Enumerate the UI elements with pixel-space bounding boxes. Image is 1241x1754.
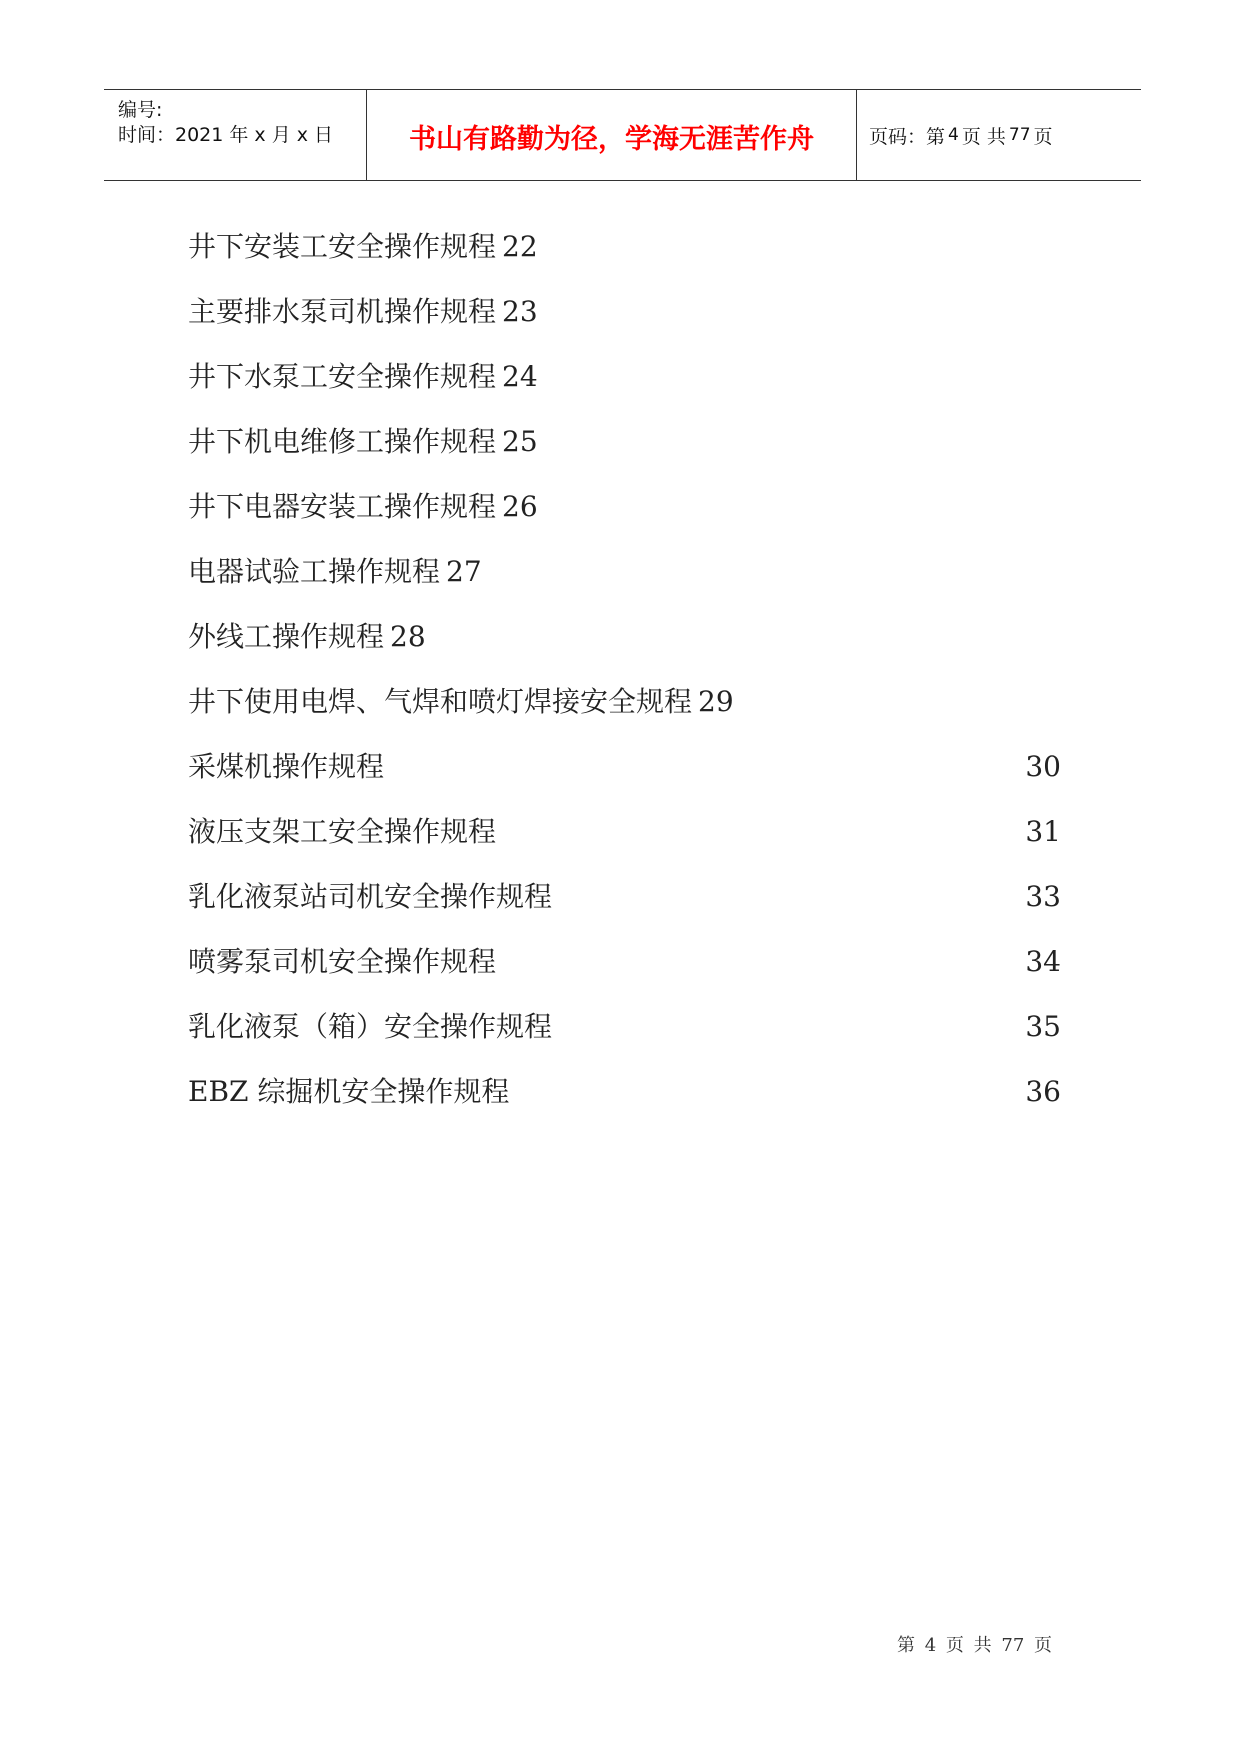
toc-entry-page: 26 (502, 490, 538, 523)
page-current: 4 (948, 125, 959, 145)
page-prefix: 页码：第 (869, 125, 946, 148)
toc-entry-page: 23 (502, 295, 538, 328)
page-total: 77 (1008, 125, 1031, 145)
toc-entry[interactable] (188, 996, 1061, 1061)
page-suffix: 页 (1033, 125, 1053, 148)
toc-entry-page: 33 (1025, 880, 1061, 913)
time-label: 时间：2021 年 x 月 x 日 (118, 124, 334, 146)
page-middle: 页 共 (961, 125, 1006, 148)
toc-entry-title: 主要排水泵司机操作规程 23 (188, 295, 538, 328)
toc-entry-page: 29 (698, 685, 734, 718)
toc-entry-title: 液压支架工安全操作规程 (188, 815, 497, 848)
toc-entry-page: 34 (1025, 945, 1061, 978)
page-header (104, 89, 1141, 181)
toc-entry-title: 喷雾泵司机安全操作规程 (188, 945, 497, 978)
toc-entry[interactable] (188, 671, 1061, 736)
toc-entry-page: 36 (1025, 1075, 1061, 1108)
toc-entry-title: 外线工操作规程 28 (188, 620, 426, 653)
toc-entry-page: 31 (1025, 815, 1061, 848)
toc-entry-title: 井下使用电焊、气焊和喷灯焊接安全规程 29 (188, 685, 734, 718)
toc-entry-title: 电器试验工操作规程 27 (188, 555, 482, 588)
header-page-info (857, 90, 1141, 180)
toc-entry-page: 35 (1025, 1010, 1061, 1043)
header-motto: 书山有路勤为径，学海无涯苦作舟 (367, 90, 857, 180)
header-meta-cell (104, 90, 367, 180)
table-of-contents (188, 216, 1061, 1126)
toc-entry-page: 28 (390, 620, 426, 653)
toc-entry[interactable] (188, 541, 1061, 606)
toc-entry-title: EBZ 综掘机安全操作规程 (188, 1075, 510, 1108)
toc-entry-title: 井下电器安装工操作规程 26 (188, 490, 538, 523)
toc-entry-title: 井下机电维修工操作规程 25 (188, 425, 538, 458)
toc-entry[interactable] (188, 346, 1061, 411)
toc-entry-title: 井下水泵工安全操作规程 24 (188, 360, 538, 393)
toc-entry[interactable] (188, 1061, 1061, 1126)
serial-label: 编号: (118, 99, 163, 121)
toc-entry[interactable] (188, 801, 1061, 866)
toc-entry[interactable] (188, 866, 1061, 931)
page-footer: 第 4 页 共 77 页 (897, 1635, 1052, 1656)
toc-entry-title: 井下安装工安全操作规程 22 (188, 230, 538, 263)
toc-entry-page: 24 (502, 360, 538, 393)
toc-entry[interactable] (188, 216, 1061, 281)
toc-entry[interactable] (188, 411, 1061, 476)
toc-entry-title: 乳化液泵站司机安全操作规程 (188, 880, 553, 913)
toc-entry[interactable] (188, 931, 1061, 996)
toc-entry-title: 乳化液泵（箱）安全操作规程 (188, 1010, 553, 1043)
toc-entry[interactable] (188, 281, 1061, 346)
toc-entry-page: 22 (502, 230, 538, 263)
toc-entry-page: 27 (446, 555, 482, 588)
toc-entry-page: 30 (1025, 750, 1061, 783)
toc-entry-title: 采煤机操作规程 (188, 750, 385, 783)
toc-entry[interactable] (188, 476, 1061, 541)
toc-entry-page: 25 (502, 425, 538, 458)
toc-entry[interactable] (188, 736, 1061, 801)
toc-entry[interactable] (188, 606, 1061, 671)
